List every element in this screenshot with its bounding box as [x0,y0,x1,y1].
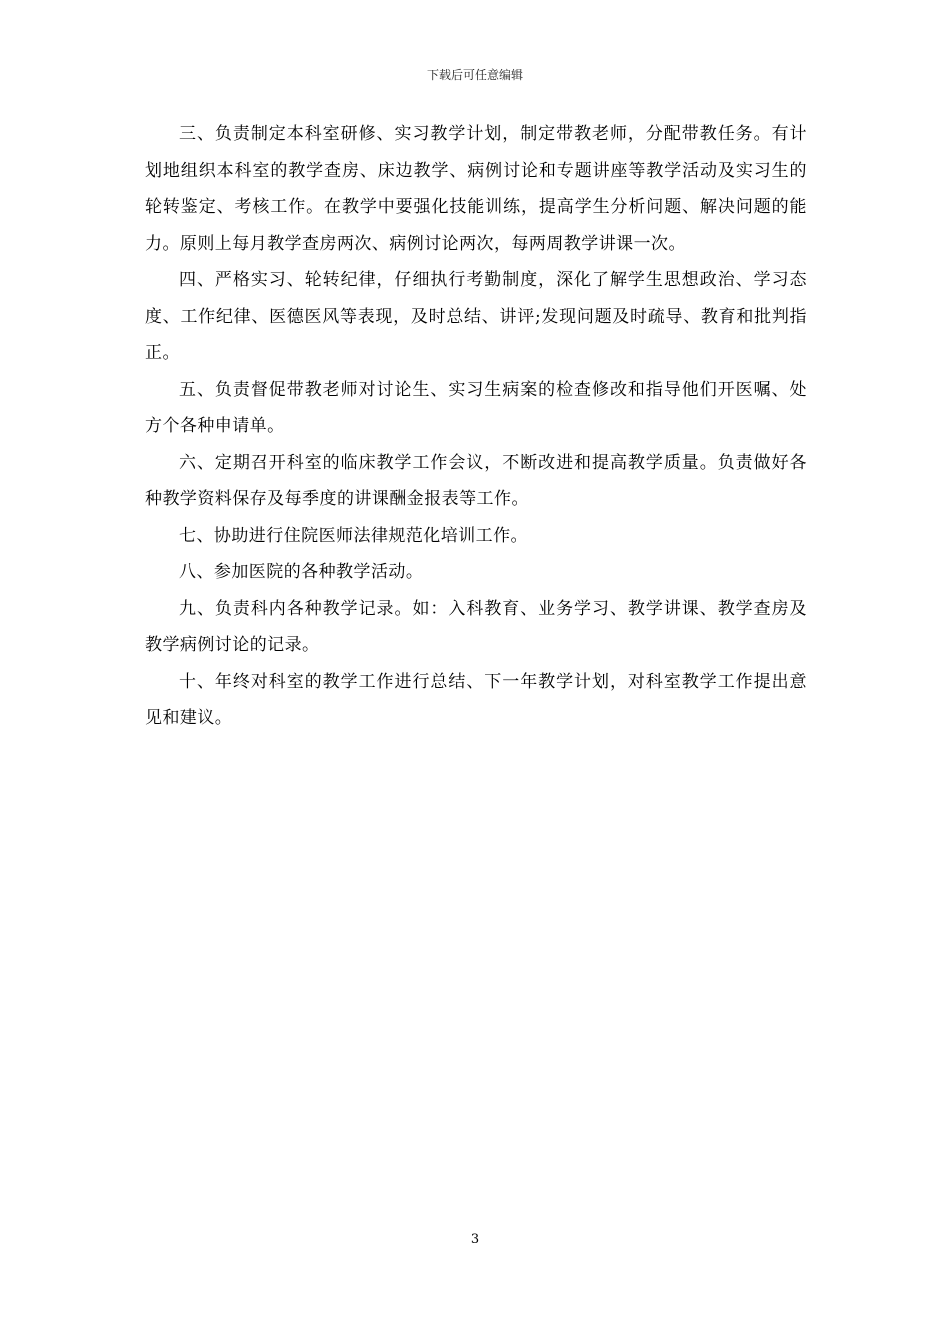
paragraph-4: 四、严格实习、轮转纪律，仔细执行考勤制度，深化了解学生思想政治、学习态度、工作纪律、医德医风等表现，及时总结、讲评;发现问题及时疏导、教育和批判指正。 [145,270,807,363]
paragraph-6: 六、定期召开科室的临床教学工作会议，不断改进和提高教学质量。负责做好各种教学资料保存及每季度的讲课酬金报表等工作。 [145,452,807,509]
paragraph-10: 十、年终对科室的教学工作进行总结、下一年教学计划，对科室教学工作提出意见和建议。 [145,671,807,728]
page-number: 3 [470,1232,480,1247]
page-header: 下载后可任意编辑 [426,68,523,82]
paragraph-3: 三、负责制定本科室研修、实习教学计划，制定带教老师，分配带教任务。有计划地组织本科室的教学查房、床边教学、病例讨论和专题讲座等教学活动及实习生的轮转鉴定、考核工作。在教学中要强化技能训练，提高学生分析问题、解决问题的能力。原则上每月教学查房两次、病例讨论两次，每两周教学讲课一次。 [145,124,807,254]
paragraph-7: 七、协助进行住院医师法律规范化培训工作。 [179,525,528,546]
document-body [145,116,807,737]
paragraph-8: 八、参加医院的各种教学活动。 [179,562,424,582]
paragraph-9: 九、负责科内各种教学记录。如：入科教育、业务学习、教学讲课、教学查房及教学病例讨论的记录。 [145,598,807,655]
paragraph-5: 五、负责督促带教老师对讨论生、实习生病案的检查修改和指导他们开医嘱、处方个各种申请单。 [145,379,807,436]
